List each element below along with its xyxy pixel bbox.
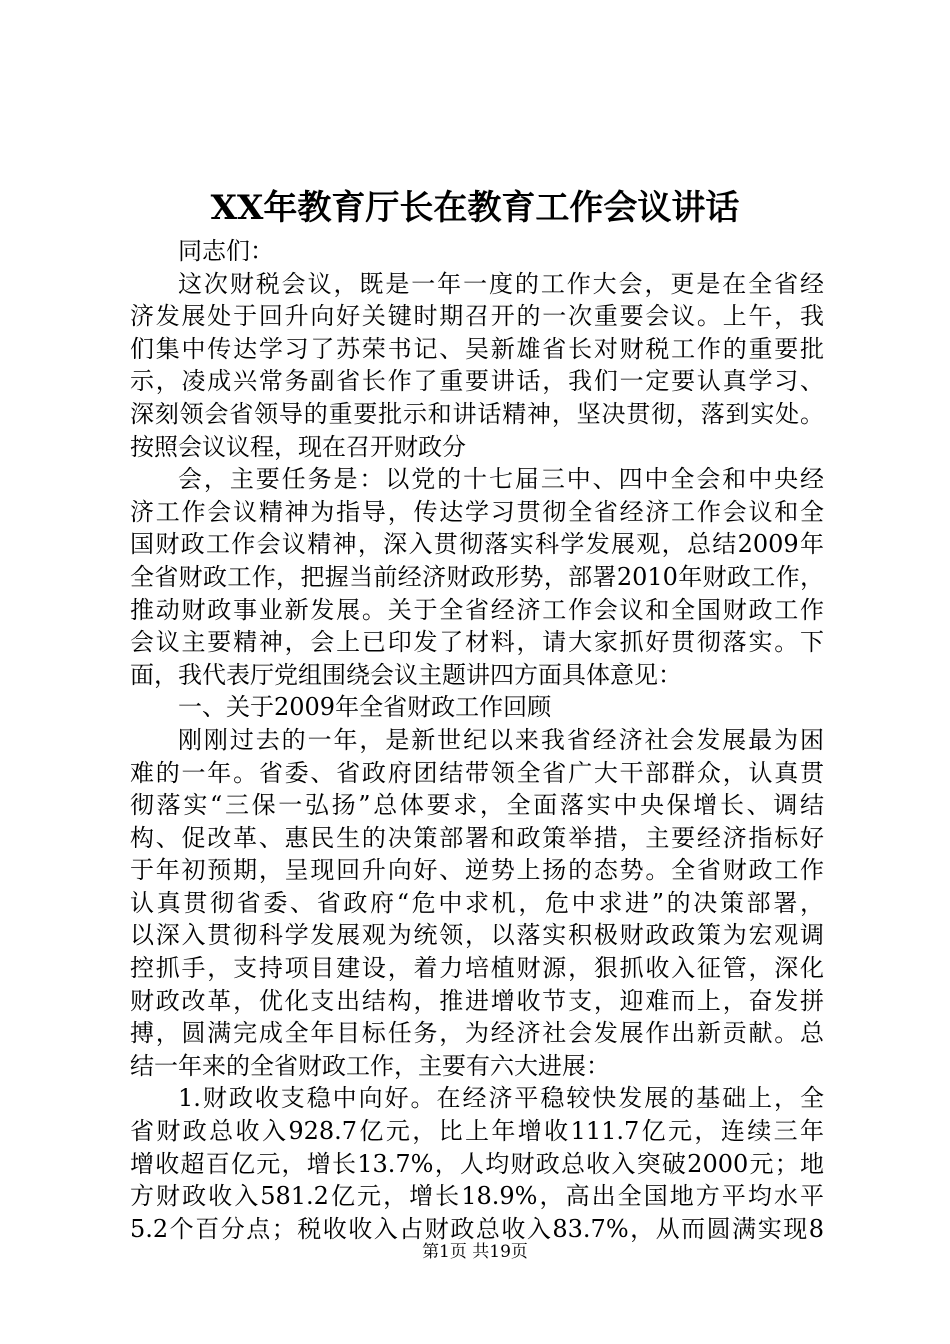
paragraph-line: 难的一年。省委、省政府团结带领全省广大干部群众，认真贯 xyxy=(130,758,824,787)
paragraph-line: 结一年来的全省财政工作，主要有六大进展： xyxy=(130,1051,610,1080)
paragraph-line: 会议主要精神，会上已印发了材料，请大家抓好贯彻落实。下 xyxy=(130,628,824,657)
paragraph-line: 这次财税会议，既是一年一度的工作大会，更是在全省经 xyxy=(178,269,824,298)
paragraph-line: 济发展处于回升向好关键时期召开的一次重要会议。上午，我 xyxy=(130,302,824,331)
paragraph-line: 济工作会议精神为指导，传达学习贯彻全省经济工作会议和全 xyxy=(130,497,824,526)
paragraph-line: 于年初预期，呈现回升向好、逆势上扬的态势。全省财政工作 xyxy=(130,856,824,885)
page-number-footer: 第1页 共19页 xyxy=(422,1242,528,1262)
paragraph-line: 们集中传达学习了苏荣书记、吴新雄省长对财税工作的重要批 xyxy=(130,334,824,363)
paragraph-line: 面，我代表厅党组围绕会议主题讲四方面具体意见： xyxy=(130,660,682,689)
paragraph-line: 1.财政收支稳中向好。在经济平稳较快发展的基础上，全 xyxy=(178,1084,824,1113)
paragraph-line: 刚刚过去的一年，是新世纪以来我省经济社会发展最为困 xyxy=(178,725,824,754)
salutation-line: 同志们： xyxy=(178,237,274,265)
paragraph-line: 全省财政工作，把握当前经济财政形势，部署2010年财政工作， xyxy=(130,562,824,591)
document-title: XX年教育厅长在教育工作会议讲话 xyxy=(210,188,740,228)
paragraph-line: 方财政收入581.2亿元，增长18.9%，高出全国地方平均水平 xyxy=(130,1182,824,1211)
paragraph-line: 推动财政事业新发展。关于全省经济工作会议和全国财政工作 xyxy=(130,595,824,624)
paragraph-line: 构、促改革、惠民生的决策部署和政策举措，主要经济指标好 xyxy=(130,823,824,852)
paragraph-line: 彻落实“三保一弘扬”总体要求，全面落实中央保增长、调结 xyxy=(130,791,824,820)
document-body xyxy=(130,235,824,1245)
paragraph-line: 深刻领会省领导的重要批示和讲话精神，坚决贯彻，落到实处。 xyxy=(130,399,824,428)
paragraph-line: 以深入贯彻科学发展观为统领，以落实积极财政政策为宏观调 xyxy=(130,921,824,950)
paragraph-line: 增收超百亿元，增长13.7%，人均财政总收入突破2000元；地 xyxy=(130,1149,824,1178)
paragraph-line: 示，凌成兴常务副省长作了重要讲话，我们一定要认真学习、 xyxy=(130,367,824,396)
paragraph-line: 5.2个百分点；税收收入占财政总收入83.7%，从而圆满实现8 xyxy=(130,1214,824,1243)
paragraph-line: 会，主要任务是：以党的十七届三中、四中全会和中央经 xyxy=(178,465,824,494)
paragraph-line: 控抓手，支持项目建设，着力培植财源，狠抓收入征管，深化 xyxy=(130,954,824,983)
paragraph-line: 按照会议议程，现在召开财政分 xyxy=(130,432,466,461)
paragraph-line: 搏，圆满完成全年目标任务，为经济社会发展作出新贡献。总 xyxy=(130,1019,824,1048)
paragraph-line: 省财政总收入928.7亿元，比上年增收111.7亿元，连续三年 xyxy=(130,1117,824,1146)
section-heading: 一、关于2009年全省财政工作回顾 xyxy=(178,693,552,722)
paragraph-line: 财政改革，优化支出结构，推进增收节支，迎难而上，奋发拼 xyxy=(130,986,824,1015)
paragraph-line: 国财政工作会议精神，深入贯彻落实科学发展观，总结2009年 xyxy=(130,530,824,559)
paragraph-line: 认真贯彻省委、省政府“危中求机，危中求进”的决策部署， xyxy=(130,888,824,917)
